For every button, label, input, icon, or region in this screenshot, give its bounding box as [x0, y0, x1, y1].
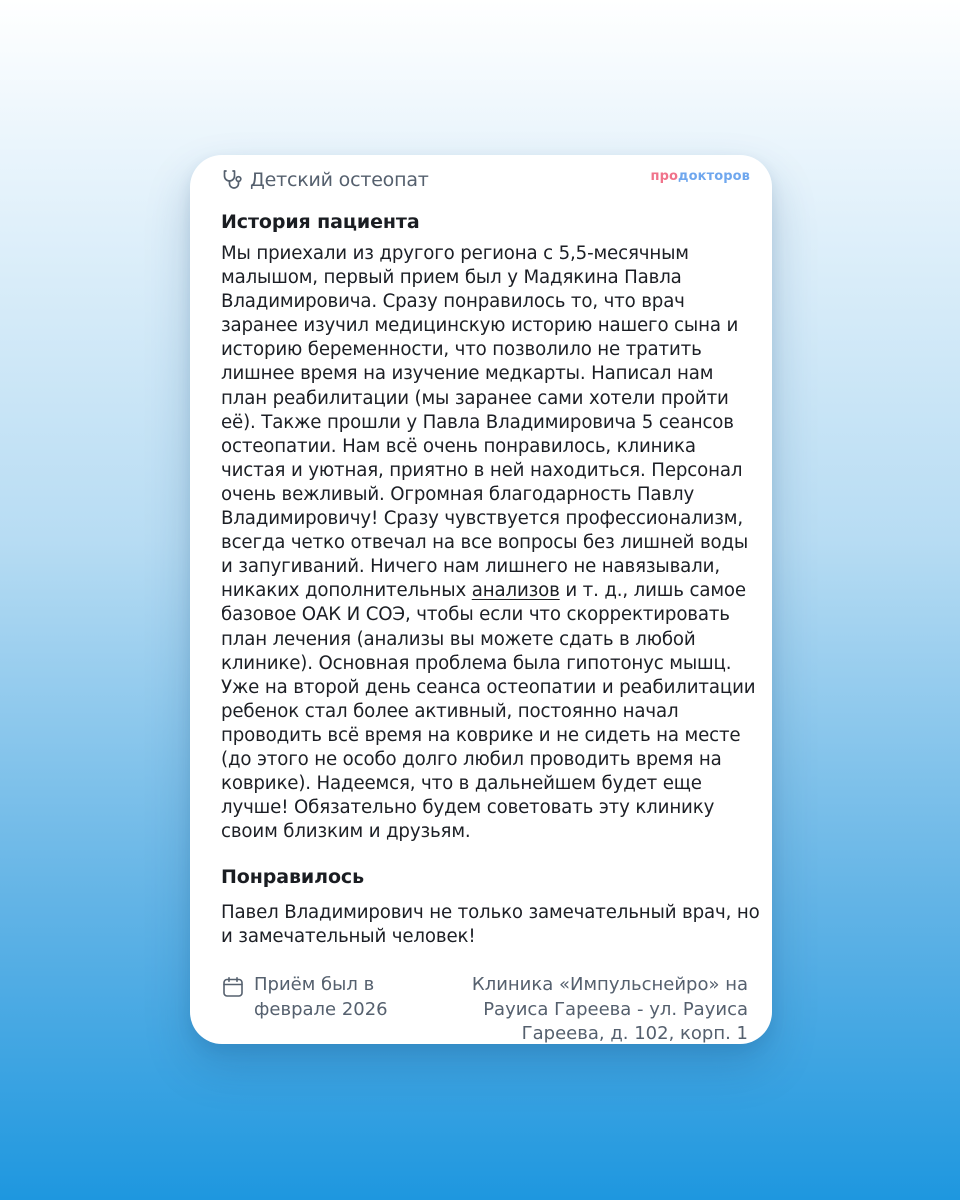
specialty-label: Детский остеопат — [250, 169, 429, 191]
liked-title: Понравилось — [221, 866, 364, 888]
review-card — [190, 155, 772, 1044]
visit-text: Приём был в феврале 2026 — [254, 974, 388, 1020]
clinic-address[interactable]: Клиника «Импульснейро» на Рауиса Гареева - ул. Рауиса Гареева, д. 102, корп. 1 — [471, 974, 748, 1044]
visit-date — [221, 973, 414, 1022]
analyses-link[interactable]: анализов — [471, 580, 560, 602]
story-title: История пациента — [221, 211, 420, 233]
brand-logo: продокторов — [650, 169, 750, 184]
specialty — [221, 165, 429, 195]
calendar-icon — [221, 975, 245, 999]
liked-text: Павел Владимирович не только замечательный врач, но и замечательный человек! — [221, 902, 760, 948]
stethoscope-icon — [221, 168, 245, 192]
story-text: Мы приехали из другого региона с 5,5-месячным малышом, первый прием был у Мадякина Павла Владимировича. Сразу понравилось то, что врач заранее изучил медицинскую историю нашего сына и историю беременности, что позволило не тратить лишнее время на изучение медкарты. Написал нам план реабилитации (мы заранее сами хотели пройти её). Также прошли у Павла Владимировича 5 сеансов остеопатии. Нам всё очень понравилось, клиника чистая и уютная, приятно в ней находиться. Персонал очень вежливый. Огромная благодарность Павлу Владимировичу! Сразу чувствуется профессионализм, всегда четко отвечал на все вопросы без лишней воды и запугиваний. Ничего нам лишнего не навязывали, никаких дополнительных анализов и т. д., лишь самое базовое ОАК И СОЭ, чтобы если что скорректировать план лечения (анализы вы можете сдать в любой клинике). Основная проблема была гипотонус мышц. Уже на второй день сеанса остеопатии и реабилитации ребенок стал более активный, постоянно начал проводить всё время на коврике и не сидеть на месте (до этого не особо долго любил проводить время на коврике). Надеемся, что в дальнейшем будет еще лучше! Обязательно будем советовать эту клинику своим близким и друзьям. — [221, 243, 756, 843]
card-header — [221, 165, 750, 195]
